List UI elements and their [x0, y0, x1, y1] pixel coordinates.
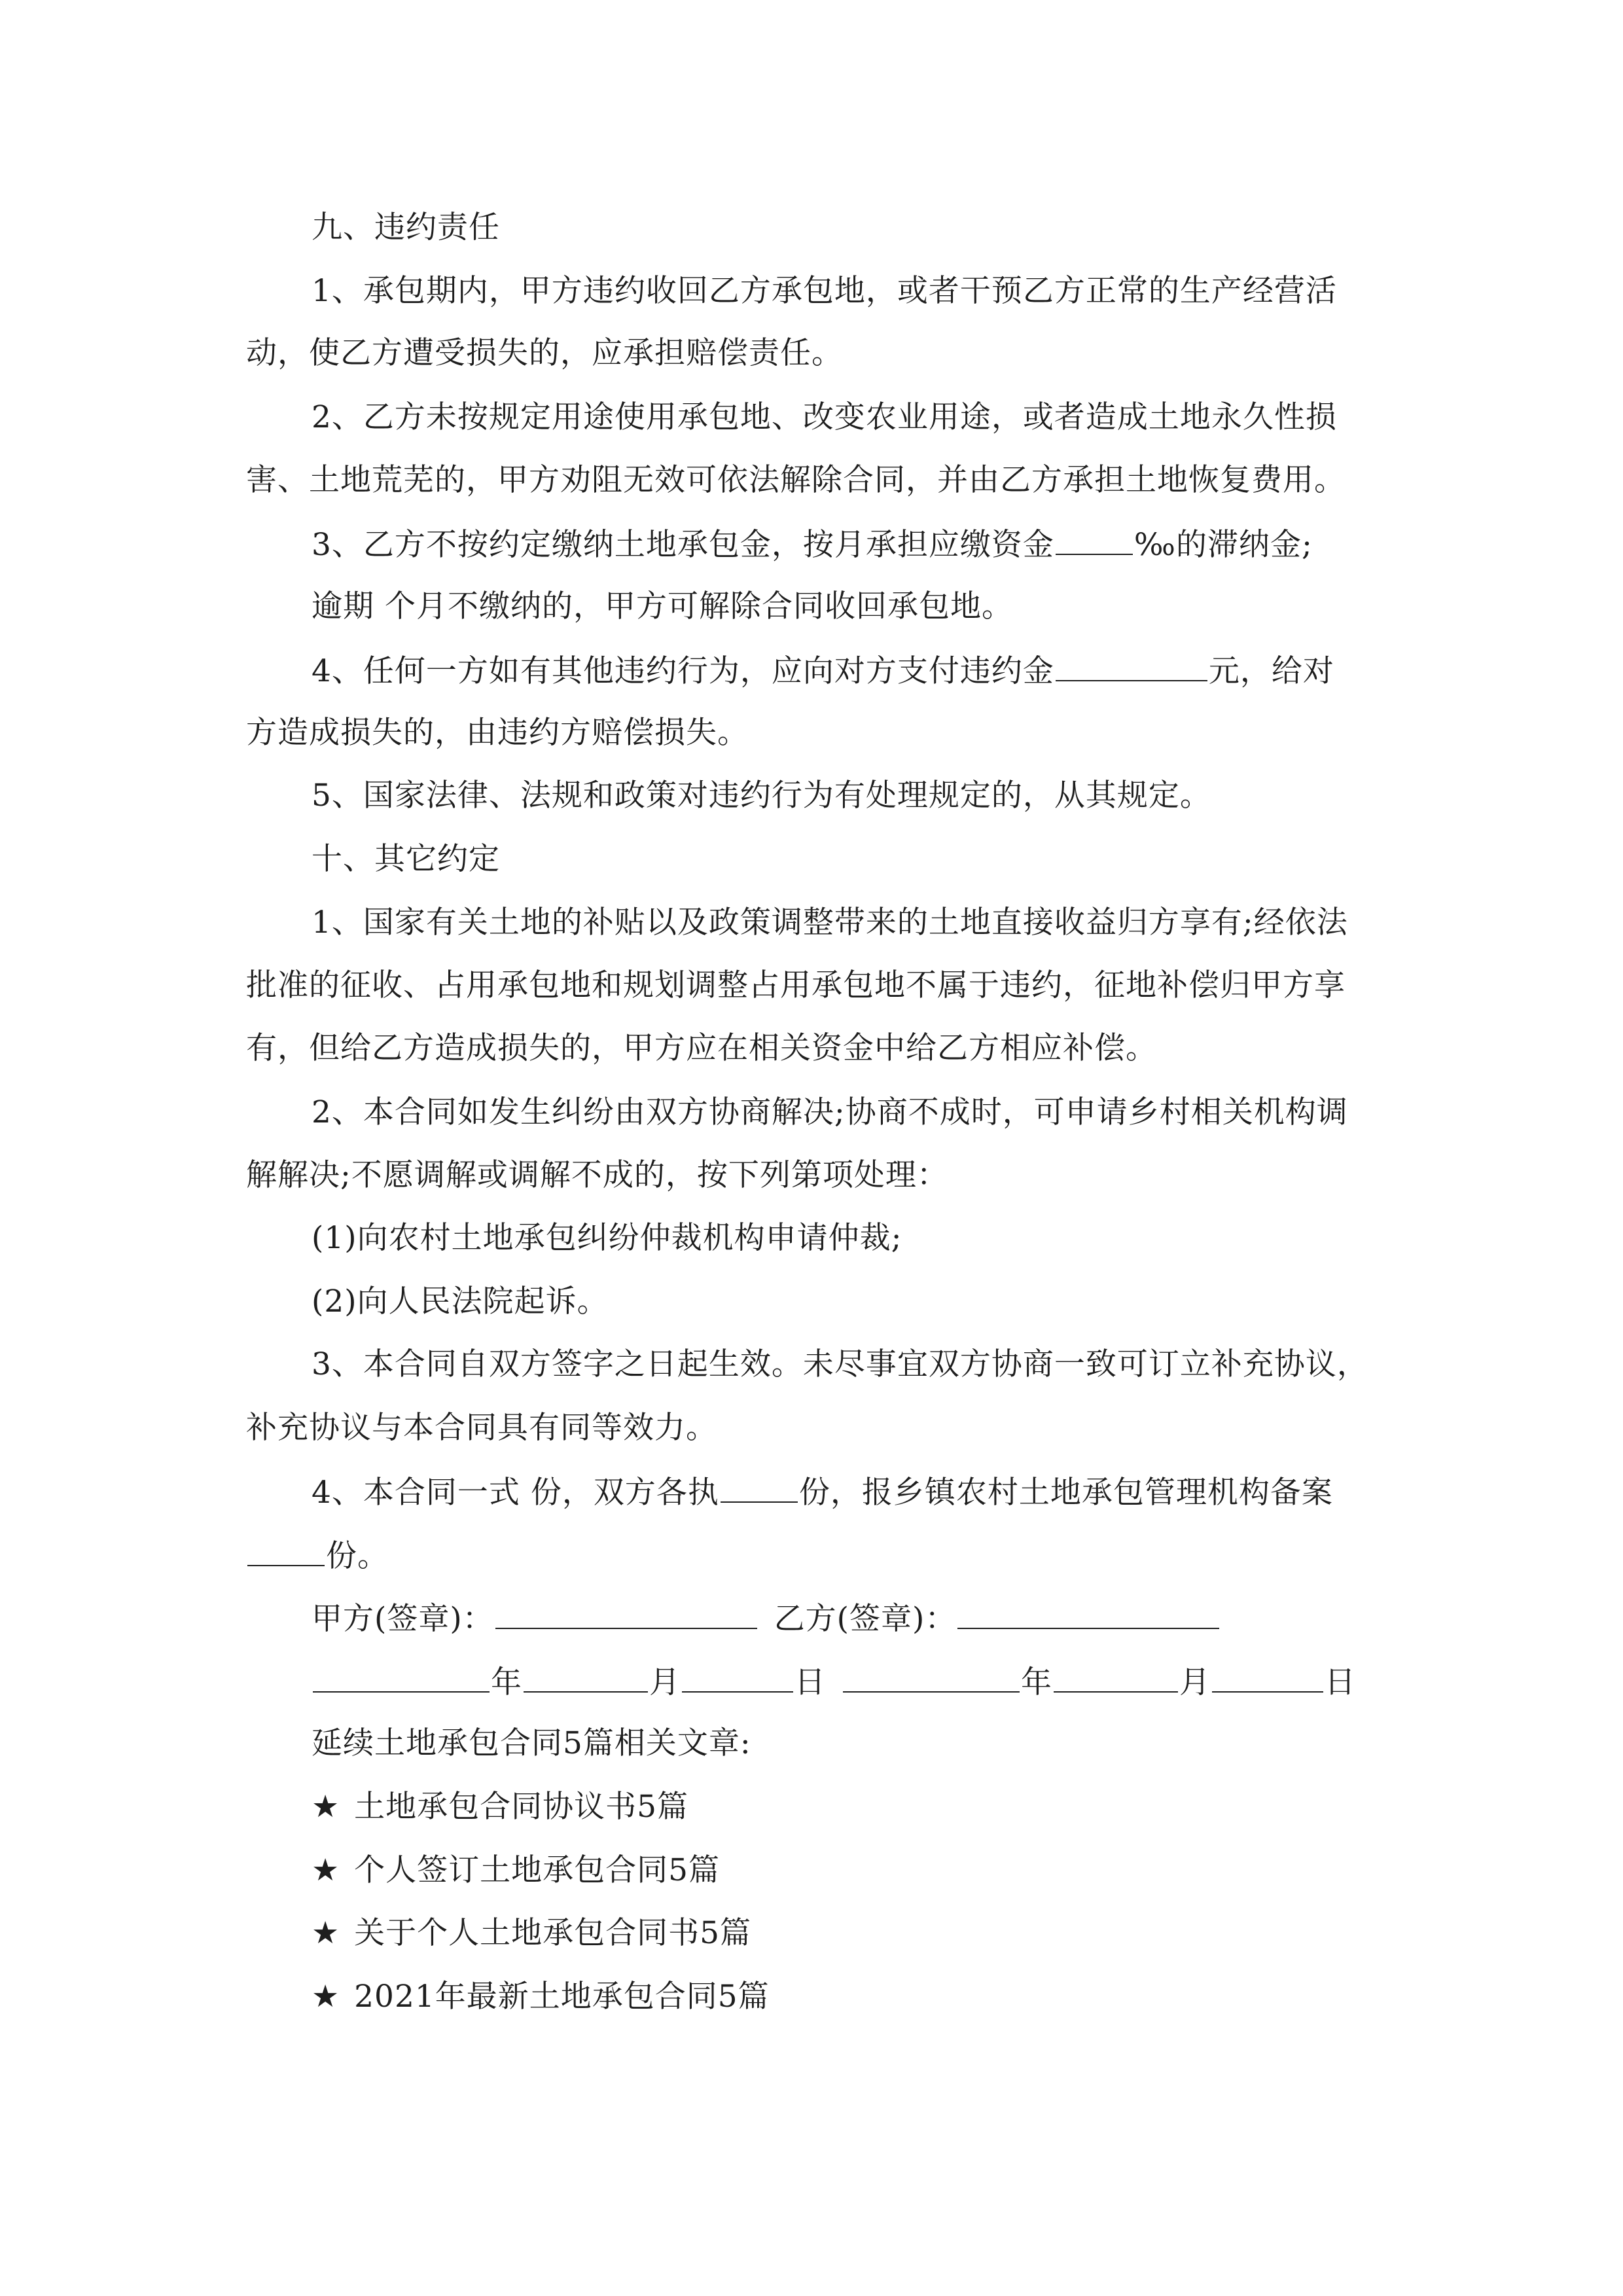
section-10-paragraph-1-cont-1: 批准的征收、占用承包地和规划调整占用承包地不属于违约，征地补偿归甲方享 — [246, 967, 1346, 1003]
section-10-paragraph-2: 2、本合同如发生纠纷由双方协商解决;协商不成时，可申请乡村相关机构调 — [312, 1094, 1348, 1130]
party-b-day-label: 日 — [1325, 1664, 1356, 1700]
party-a-month-blank — [524, 1661, 648, 1693]
party-b-day-blank — [1212, 1661, 1323, 1693]
related-article-title: 土地承包合同协议书5篇 — [354, 1789, 689, 1825]
penalty-text: 4、任何一方如有其他违约行为，应向对方支付违约金 — [312, 653, 1054, 689]
party-a-signature-blank — [495, 1598, 757, 1629]
date-line — [312, 1661, 1356, 1702]
copies-filing-text: 份，报乡镇农村土地承包管理机构备案 — [798, 1475, 1333, 1511]
dispute-option-2: (2)向人民法院起诉。 — [312, 1283, 609, 1319]
section-9-paragraph-4 — [312, 650, 1334, 691]
related-article-link[interactable] — [312, 1787, 688, 1827]
party-b-month-blank — [1054, 1661, 1178, 1693]
copies-suffix: 份。 — [326, 1538, 389, 1574]
section-9-heading: 九、违约责任 — [312, 209, 500, 245]
party-a-day-blank — [682, 1661, 793, 1693]
related-article-link[interactable] — [312, 1851, 720, 1890]
party-a-month-label: 月 — [649, 1664, 681, 1700]
party-b-label: 乙方(签章)： — [774, 1601, 957, 1637]
party-a-day-label: 日 — [794, 1664, 826, 1700]
related-article-title: 个人签订土地承包合同5篇 — [354, 1852, 721, 1888]
copies-filing-blank — [247, 1535, 325, 1566]
section-10-paragraph-4-cont — [246, 1535, 389, 1576]
section-9-paragraph-1-cont: 动，使乙方遭受损失的，应承担赔偿责任。 — [246, 335, 843, 371]
party-b-signature-blank — [957, 1598, 1219, 1629]
party-a-year-blank — [313, 1661, 490, 1693]
star-icon: ★ — [312, 1789, 340, 1825]
section-10-paragraph-1-cont-2: 有，但给乙方造成损失的，甲方应在相关资金中给乙方相应补偿。 — [246, 1030, 1157, 1066]
star-icon: ★ — [312, 1979, 340, 2015]
penalty-suffix: 元，给对 — [1208, 653, 1334, 689]
party-a-label: 甲方(签章)： — [312, 1601, 494, 1637]
section-10-paragraph-3-cont: 补充协议与本合同具有同等效力。 — [246, 1410, 717, 1446]
section-9-paragraph-1: 1、承包期内，甲方违约收回乙方承包地，或者干预乙方正常的生产经营活 — [312, 273, 1337, 309]
penalty-amount-blank — [1056, 650, 1207, 681]
signature-line — [312, 1598, 1221, 1639]
section-9-paragraph-2-cont: 害、土地荒芜的，甲方劝阻无效可依法解除合同，并由乙方承担土地恢复费用。 — [246, 462, 1346, 498]
party-a-year-label: 年 — [491, 1664, 522, 1700]
related-article-title: 关于个人土地承包合同书5篇 — [354, 1915, 752, 1951]
related-articles-title: 延续土地承包合同5篇相关文章: — [312, 1725, 751, 1761]
party-b-month-label: 月 — [1179, 1664, 1211, 1700]
section-9-paragraph-4-cont: 方造成损失的，由违约方赔偿损失。 — [246, 715, 749, 751]
section-10-paragraph-2-cont: 解解决;不愿调解或调解不成的，按下列第项处理： — [246, 1157, 948, 1193]
section-9-paragraph-3-cont: 逾期 个月不缴纳的，甲方可解除合同收回承包地。 — [312, 588, 1013, 624]
section-10-paragraph-3: 3、本合同自双方签字之日起生效。未尽事宜双方协商一致可订立补充协议， — [312, 1346, 1368, 1382]
party-b-year-label: 年 — [1021, 1664, 1052, 1700]
party-b-year-blank — [843, 1661, 1020, 1693]
related-article-title: 2021年最新土地承包合同5篇 — [354, 1979, 770, 2015]
star-icon: ★ — [312, 1915, 340, 1951]
section-10-paragraph-1: 1、国家有关土地的补贴以及政策调整带来的土地直接收益归方享有;经依法 — [312, 905, 1348, 941]
star-icon: ★ — [312, 1852, 340, 1888]
copies-each-blank — [721, 1471, 798, 1503]
section-10-heading: 十、其它约定 — [312, 841, 500, 877]
section-9-paragraph-5: 5、国家法律、法规和政策对违约行为有处理规定的，从其规定。 — [312, 778, 1211, 814]
late-fee-rate-blank — [1056, 524, 1133, 555]
section-9-paragraph-3 — [312, 524, 1313, 565]
dispute-option-1: (1)向农村土地承包纠纷仲裁机构申请仲裁; — [312, 1220, 902, 1256]
copies-text: 4、本合同一式 份，双方各执 — [312, 1475, 719, 1511]
related-article-link[interactable] — [312, 1977, 770, 2017]
section-9-paragraph-2: 2、乙方未按规定用途使用承包地、改变农业用途，或者造成土地永久性损 — [312, 399, 1337, 435]
section-10-paragraph-4 — [312, 1471, 1333, 1513]
related-article-link[interactable] — [312, 1914, 751, 1953]
late-fee-text: 3、乙方不按约定缴纳土地承包金，按月承担应缴资金 — [312, 527, 1054, 563]
late-fee-suffix: ‰的滞纳金; — [1133, 527, 1313, 563]
